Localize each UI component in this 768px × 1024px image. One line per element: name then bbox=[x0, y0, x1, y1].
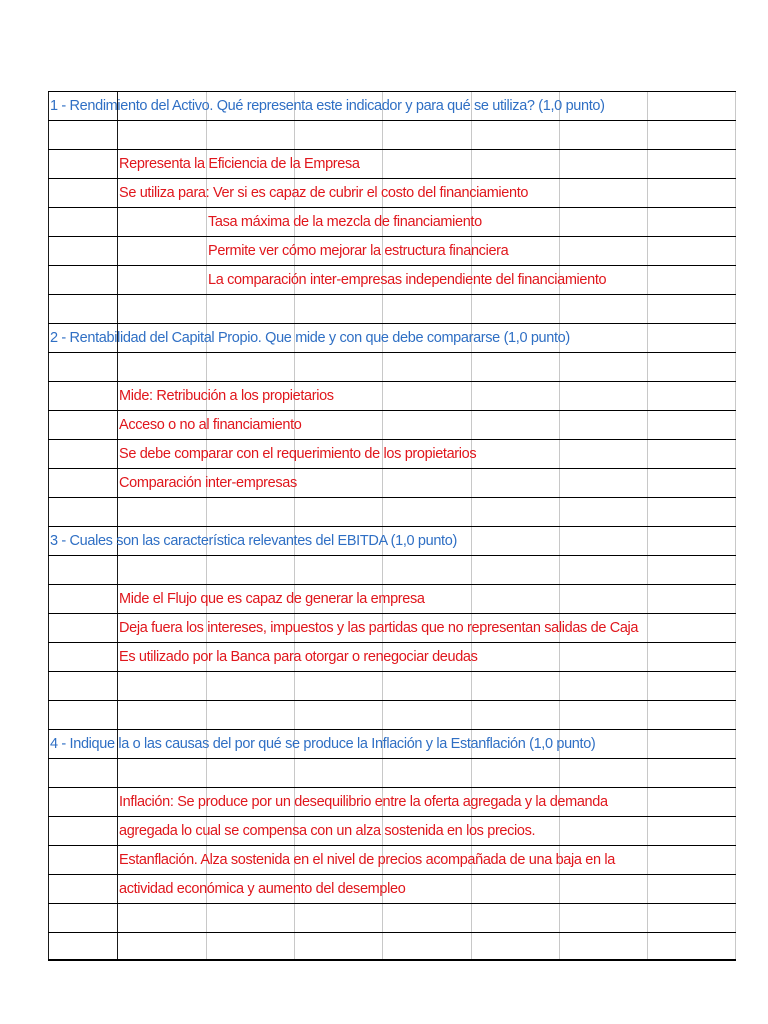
question-4-title: 4 - Indique la o las causas del por qué se produce la Inflación y la Estanflación (1,0 punto) bbox=[50, 736, 596, 752]
answer-4-2: agregada lo cual se compensa con un alza sostenida en los precios. bbox=[119, 823, 536, 839]
question-1-title: 1 - Rendimiento del Activo. Qué representa este indicador y para qué se utiliza? (1,0 punto) bbox=[50, 98, 605, 114]
question-3-title: 3 - Cuales son las característica relevantes del EBITDA (1,0 punto) bbox=[50, 533, 457, 549]
answer-4-1: Inflación: Se produce por un desequilibrio entre la oferta agregada y la demanda bbox=[119, 794, 608, 810]
spreadsheet bbox=[48, 91, 736, 961]
blank-row bbox=[48, 120, 736, 149]
blank-row bbox=[48, 555, 736, 584]
answer-2-2: Acceso o no al financiamiento bbox=[119, 417, 302, 433]
answer-1-1: Representa la Eficiencia de la Empresa bbox=[119, 156, 360, 172]
answer-1-5: La comparación inter-empresas independiente del financiamiento bbox=[208, 272, 607, 288]
answer-row bbox=[48, 874, 736, 903]
bottom-border bbox=[48, 959, 736, 961]
answer-4-4: actividad económica y aumento del desempleo bbox=[119, 881, 406, 897]
answer-3-2: Deja fuera los intereses, impuestos y las partidas que no representan salidas de Caja bbox=[119, 620, 639, 636]
question-row bbox=[48, 526, 736, 555]
answer-row bbox=[48, 787, 736, 816]
answer-2-4: Comparación inter-empresas bbox=[119, 475, 297, 491]
blank-row bbox=[48, 671, 736, 700]
blank-row bbox=[48, 758, 736, 787]
answer-row bbox=[48, 613, 736, 642]
blank-row bbox=[48, 700, 736, 729]
answer-row bbox=[48, 410, 736, 439]
answer-1-2: Se utiliza para: Ver si es capaz de cubrir el costo del financiamiento bbox=[119, 185, 529, 201]
answer-3-1: Mide el Flujo que es capaz de generar la empresa bbox=[119, 591, 425, 607]
blank-row bbox=[48, 352, 736, 381]
answer-row bbox=[48, 236, 736, 265]
answer-row bbox=[48, 207, 736, 236]
answer-1-4: Permite ver cómo mejorar la estructura financiera bbox=[208, 243, 509, 259]
answer-row bbox=[48, 468, 736, 497]
blank-row bbox=[48, 497, 736, 526]
answer-row bbox=[48, 642, 736, 671]
answer-2-3: Se debe comparar con el requerimiento de los propietarios bbox=[119, 446, 477, 462]
answer-row bbox=[48, 439, 736, 468]
question-row bbox=[48, 729, 736, 758]
answer-row bbox=[48, 178, 736, 207]
answer-row bbox=[48, 845, 736, 874]
answer-row bbox=[48, 816, 736, 845]
answer-row bbox=[48, 381, 736, 410]
question-row bbox=[48, 91, 736, 120]
answer-row bbox=[48, 149, 736, 178]
blank-row bbox=[48, 294, 736, 323]
answer-row bbox=[48, 265, 736, 294]
blank-row bbox=[48, 932, 736, 961]
answer-1-3: Tasa máxima de la mezcla de financiamiento bbox=[208, 214, 482, 230]
answer-4-3: Estanflación. Alza sostenida en el nivel de precios acompañada de una baja en la bbox=[119, 852, 615, 868]
answer-row bbox=[48, 584, 736, 613]
question-row bbox=[48, 323, 736, 352]
blank-row bbox=[48, 903, 736, 932]
answer-3-3: Es utilizado por la Banca para otorgar o renegociar deudas bbox=[119, 649, 478, 665]
question-2-title: 2 - Rentabilidad del Capital Propio. Que mide y con que debe compararse (1,0 punto) bbox=[50, 330, 570, 346]
answer-2-1: Mide: Retribución a los propietarios bbox=[119, 388, 334, 404]
